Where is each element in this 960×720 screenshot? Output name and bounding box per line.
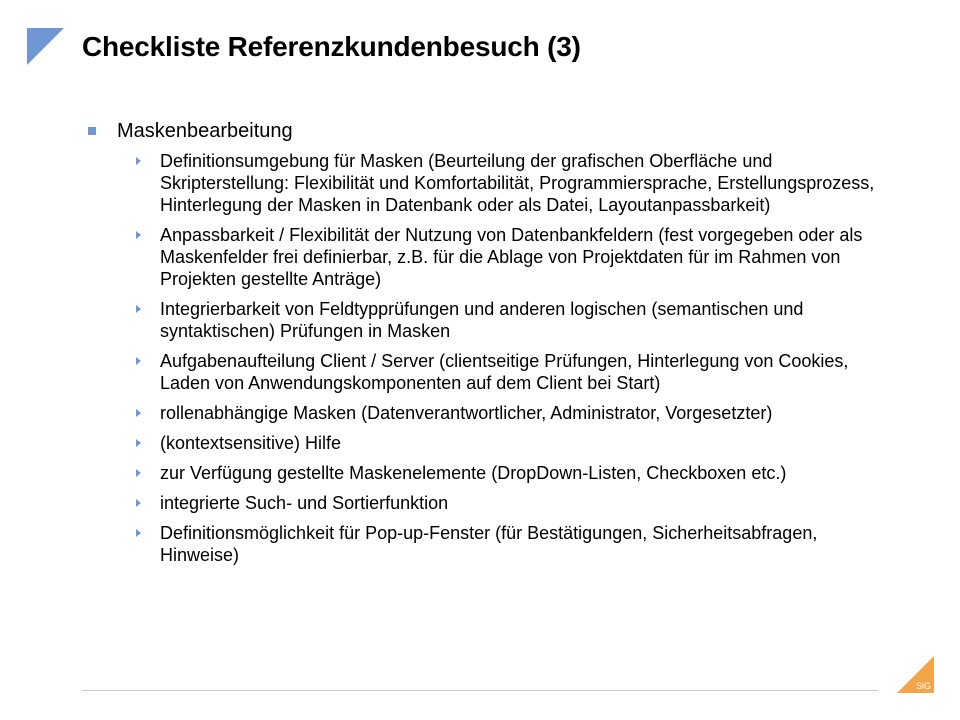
list-item bbox=[136, 402, 888, 424]
square-bullet-icon bbox=[88, 127, 96, 135]
list-item bbox=[136, 224, 888, 290]
logo-text: SiG bbox=[915, 681, 931, 691]
list-item-text: Aufgabenaufteilung Client / Server (clientseitige Prüfungen, Hinterlegung von Cookies, Laden von Anwendungskomponenten auf dem Client bei Start) bbox=[160, 351, 849, 393]
list-item bbox=[136, 298, 888, 342]
sub-bullet-list bbox=[136, 150, 888, 566]
arrow-bullet-icon bbox=[136, 231, 141, 239]
list-item bbox=[136, 350, 888, 394]
sig-logo bbox=[897, 656, 934, 693]
arrow-bullet-icon bbox=[136, 409, 141, 417]
arrow-bullet-icon bbox=[136, 157, 141, 165]
section-heading-row bbox=[88, 118, 888, 144]
list-item-text: rollenabhängige Masken (Datenverantwortlicher, Administrator, Vorgesetzter) bbox=[160, 403, 773, 423]
arrow-bullet-icon bbox=[136, 469, 141, 477]
list-item-text: Definitionsmöglichkeit für Pop-up-Fenster (für Bestätigungen, Sicherheitsabfragen, Hinweise) bbox=[160, 523, 818, 565]
list-item bbox=[136, 150, 888, 216]
list-item bbox=[136, 522, 888, 566]
section-heading: Maskenbearbeitung bbox=[117, 120, 293, 142]
list-item-text: integrierte Such- und Sortierfunktion bbox=[160, 493, 449, 513]
list-item bbox=[136, 492, 888, 514]
footer-divider bbox=[82, 690, 878, 691]
list-item-text: Definitionsumgebung für Masken (Beurteilung der grafischen Oberfläche und Skripterstellung: Flexibilität und Komfortabilität, Programmiersprache, Erstellungsprozess, Hinterlegung der Masken in Datenbank oder als Datei, Layoutanpassbarkeit) bbox=[160, 151, 875, 215]
corner-triangle-icon bbox=[27, 28, 64, 65]
arrow-bullet-icon bbox=[136, 499, 141, 507]
slide-content bbox=[88, 118, 888, 574]
list-item-text: (kontextsensitive) Hilfe bbox=[160, 433, 342, 453]
arrow-bullet-icon bbox=[136, 529, 141, 537]
arrow-bullet-icon bbox=[136, 357, 141, 365]
list-item-text: Anpassbarkeit / Flexibilität der Nutzung von Datenbankfeldern (fest vorgegeben oder als Maskenfelder frei definierbar, z.B. für die Ablage von Projektdaten für im Rahmen von Projekten gestellte Anträge) bbox=[160, 225, 863, 289]
arrow-bullet-icon bbox=[136, 305, 141, 313]
list-item-text: Integrierbarkeit von Feldtypprüfungen und anderen logischen (semantischen und syntaktischen) Prüfungen in Masken bbox=[160, 299, 804, 341]
list-item bbox=[136, 462, 888, 484]
slide-title: Checkliste Referenzkundenbesuch (3) bbox=[82, 31, 581, 62]
list-item-text: zur Verfügung gestellte Maskenelemente (DropDown-Listen, Checkboxen etc.) bbox=[160, 463, 787, 483]
arrow-bullet-icon bbox=[136, 439, 141, 447]
list-item bbox=[136, 432, 888, 454]
